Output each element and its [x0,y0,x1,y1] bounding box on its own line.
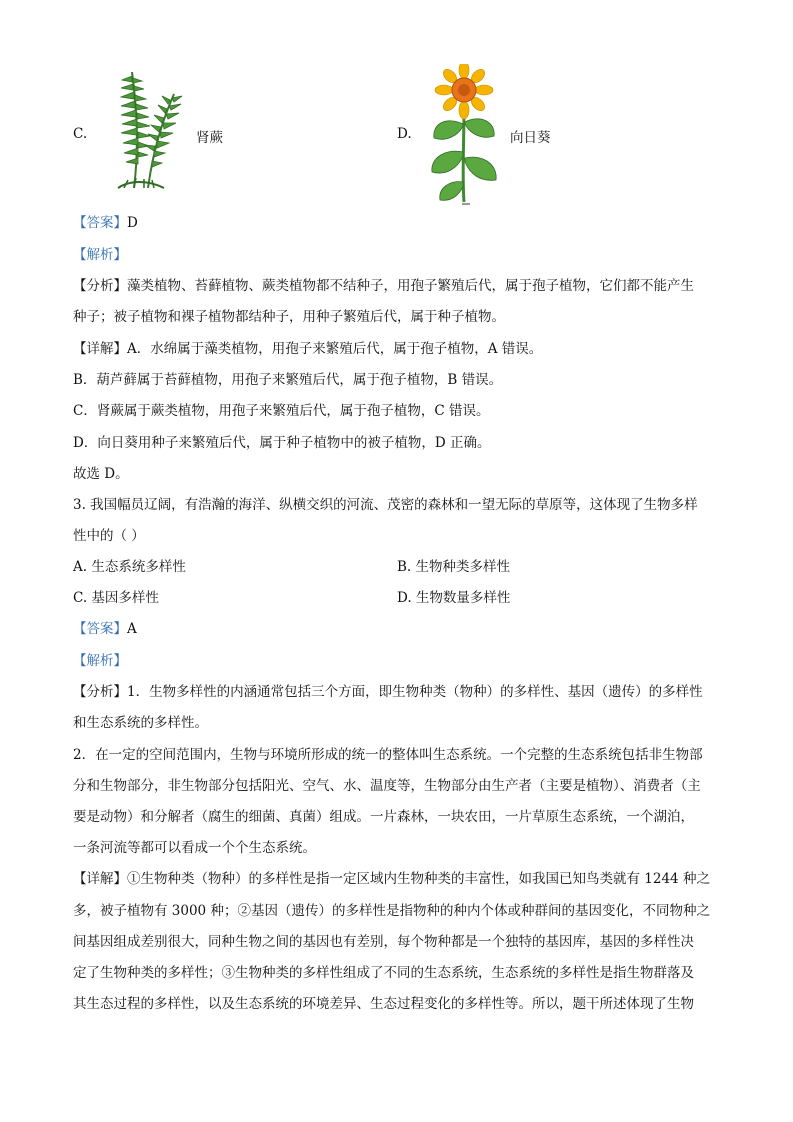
q2-answer-tag: 【答案】 [73,215,127,231]
q3-analysis-tag: 【解析】 [73,653,127,669]
q3-fenxi-p1-line2: 和生态系统的多样性。 [73,715,208,731]
q3-fenxi-label: 【分析】 [73,684,127,700]
q3-option-b: B. 生物种类多样性 [397,559,511,575]
q2-xiangjie-a-text: A．水绵属于藻类植物，用孢子来繁殖后代，属于孢子植物，A 错误。 [127,341,543,357]
sunflower-illustration [424,64,504,206]
q3-stem-line2: 性中的（ ） [73,528,145,544]
q3-xiangjie-line5: 其生态过程的多样性，以及生态系统的环境差异、生态过程变化的多样性等。所以，题干所述体现了生物 [73,996,694,1012]
option-d-letter: D. [397,126,412,142]
option-c-letter: C. [73,126,88,142]
q2-xiangjie-label: 【详解】 [73,341,127,357]
q2-xiangjie-line-a [73,339,733,359]
q3-xiangjie-line4: 定了生物种类的多样性；③生物种类的多样性组成了不同的生态系统，生态系统的多样性是指生物群落及 [73,965,694,981]
q2-fenxi-label: 【分析】 [73,278,127,294]
q2-xiangjie-line-c: C．肾蕨属于蕨类植物，用孢子来繁殖后代，属于孢子植物，C 错误。 [73,403,490,419]
q2-xiangjie-line-b: B．葫芦藓属于苔藓植物，用孢子来繁殖后代，属于孢子植物，B 错误。 [73,372,503,388]
q3-stem-line1: 3. 我国幅员辽阔，有浩瀚的海洋、纵横交织的河流、茂密的森林和一望无际的草原等，这体现了生物多样 [73,497,698,513]
q3-xiangjie-text1: ①生物种类（物种）的多样性是指一定区域内生物种类的丰富性，如我国已知鸟类就有 1244 种之 [127,871,710,887]
q2-xiangjie-line-d: D．向日葵用种子来繁殖后代，属于种子植物中的被子植物，D 正确。 [73,435,491,451]
q2-answer-line [73,213,733,233]
fern-illustration [104,66,196,192]
q3-fenxi-p2-line1: 2．在一定的空间范围内，生物与环境所形成的统一的整体叫生态系统。一个完整的生态系统包括非生物部 [73,747,703,763]
q2-fenxi-line1 [73,276,733,296]
option-d-name: 向日葵 [510,130,551,146]
q3-fenxi-p2-line3: 要是动物）和分解者（腐生的细菌、真菌）组成。一片森林，一块农田，一片草原生态系统，一个湖泊， [73,809,694,825]
q3-option-c: C. 基因多样性 [73,590,159,606]
q2-answer-value: D [127,215,138,231]
q3-xiangjie-label: 【详解】 [73,871,127,887]
q3-answer-line [73,619,733,639]
q2-conclusion: 故选 D。 [73,466,129,482]
q3-option-a: A. 生态系统多样性 [73,559,186,575]
q3-xiangjie-line3: 间基因组成差别很大，同种生物之间的基因也有差别，每个物种都是一个独特的基因库，基因的多样性决 [73,934,694,950]
q3-answer-tag: 【答案】 [73,621,127,637]
q3-xiangjie-line2: 多，被子植物有 3000 种；②基因（遗传）的多样性是指物种的种内个体或种群间的基因变化，不同物种之 [73,903,710,919]
option-c-name: 肾蕨 [196,130,223,146]
q3-fenxi-p2-line4: 一条河流等都可以看成一个个生态系统。 [73,840,316,856]
q3-answer-value: A [127,621,137,637]
q2-fenxi-line2: 种子；被子植物和裸子植物都结种子，用种子繁殖后代，属于种子植物。 [73,309,505,325]
q2-fenxi-text1: 藻类植物、苔藓植物、蕨类植物都不结种子，用孢子繁殖后代，属于孢子植物，它们都不能产生 [127,278,694,294]
q3-fenxi-p1-text1: 1．生物多样性的内涵通常包括三个方面，即生物种类（物种）的多样性、基因（遗传）的多样性 [127,684,703,700]
q3-xiangjie-line1 [73,869,733,889]
q3-option-d: D. 生物数量多样性 [397,590,511,606]
q2-analysis-tag: 【解析】 [73,247,127,263]
q3-fenxi-p1-line1 [73,682,733,702]
q3-fenxi-p2-line2: 分和生物部分，非生物部分包括阳光、空气、水、温度等，生物部分由生产者（主要是植物）、消费者（主 [73,778,701,794]
